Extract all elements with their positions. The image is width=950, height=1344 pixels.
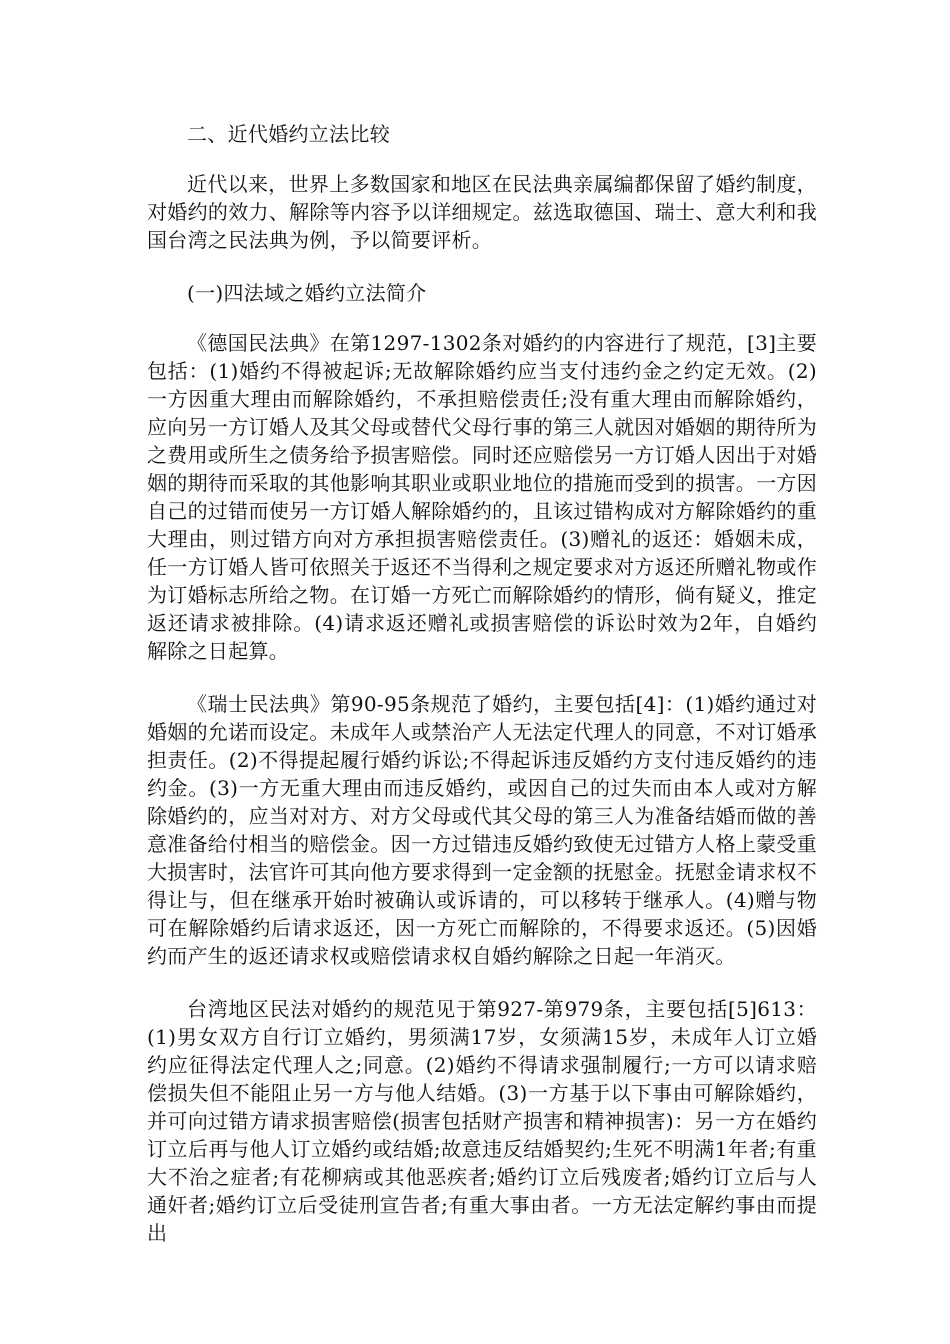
document-page xyxy=(147,120,817,1272)
subsection-heading: (一)四法域之婚约立法简介 xyxy=(187,281,427,305)
intro-paragraph: 近代以来，世界上多数国家和地区在民法典亲属编都保留了婚约制度，对婚约的效力、解除等内容予以详细规定。兹选取德国、瑞士、意大利和我国台湾之民法典为例，予以简要评析。 xyxy=(147,172,817,252)
section-heading: 二、近代婚约立法比较 xyxy=(187,122,390,146)
taiwan-civil-code-paragraph: 台湾地区民法对婚约的规范见于第927-第979条，主要包括[5]613：(1)男女双方自行订立婚约，男须满17岁，女须满15岁，未成年人订立婚约应征得法定代理人之;同意。(2)婚约不得请求强制履行;一方可以请求赔偿损失但不能阻止另一方与他人结婚。(3)一方基于以下事由可解除婚约，并可向过错方请求损害赔偿(损害包括财产损害和精神损害)：另一方在婚约订立后再与他人订立婚约或结婚;故意违反结婚契约;生死不明满1年者;有重大不治之症者;有花柳病或其他恶疾者;婚约订立后残废者;婚约订立后与人通奸者;婚约订立后受徒刑宣告者;有重大事由者。一方无法定解约事由而提出 xyxy=(147,997,817,1245)
swiss-civil-code-paragraph: 《瑞士民法典》第90-95条规范了婚约，主要包括[4]：(1)婚约通过对婚姻的允诺而设定。未成年人或禁治产人无法定代理人的同意，不对订婚承担责任。(2)不得提起履行婚约诉讼;不得起诉违反婚约方支付违反婚约的违约金。(3)一方无重大理由而违反婚约，或因自己的过失而由本人或对方解除婚约的，应当对对方、对方父母或代其父母的第三人为准备结婚而做的善意准备给付相当的赔偿金。因一方过错违反婚约致使无过错方人格上蒙受重大损害时，法官许可其向他方要求得到一定金额的抚慰金。抚慰金请求权不得让与，但在继承开始时被确认或诉请的，可以移转于继承人。(4)赠与物可在解除婚约后请求返还，因一方死亡而解除的，不得要求返还。(5)因婚约而产生的返还请求权或赔偿请求权自婚约解除之日起一年消灭。 xyxy=(147,692,817,968)
german-civil-code-paragraph: 《德国民法典》在第1297-1302条对婚约的内容进行了规范，[3]主要包括：(1)婚约不得被起诉;无故解除婚约应当支付违约金之约定无效。(2)一方因重大理由而解除婚约，不承担赔偿责任;没有重大理由而解除婚约，应向另一方订婚人及其父母或替代父母行事的第三人就因对婚姻的期待所为之费用或所生之债务给予损害赔偿。同时还应赔偿另一方订婚人因出于对婚姻的期待而采取的其他影响其职业或职业地位的措施而受到的损害。一方因自己的过错而使另一方订婚人解除婚约的，且该过错构成对方解除婚约的重大理由，则过错方向对方承担损害赔偿责任。(3)赠礼的返还：婚姻未成，任一方订婚人皆可依照关于返还不当得利之规定要求对方返还所赠礼物或作为订婚标志所给之物。在订婚一方死亡而解除婚约的情形，倘有疑义，推定返还请求被排除。(4)请求返还赠礼或损害赔偿的诉讼时效为2年，自婚约解除之日起算。 xyxy=(147,331,817,663)
